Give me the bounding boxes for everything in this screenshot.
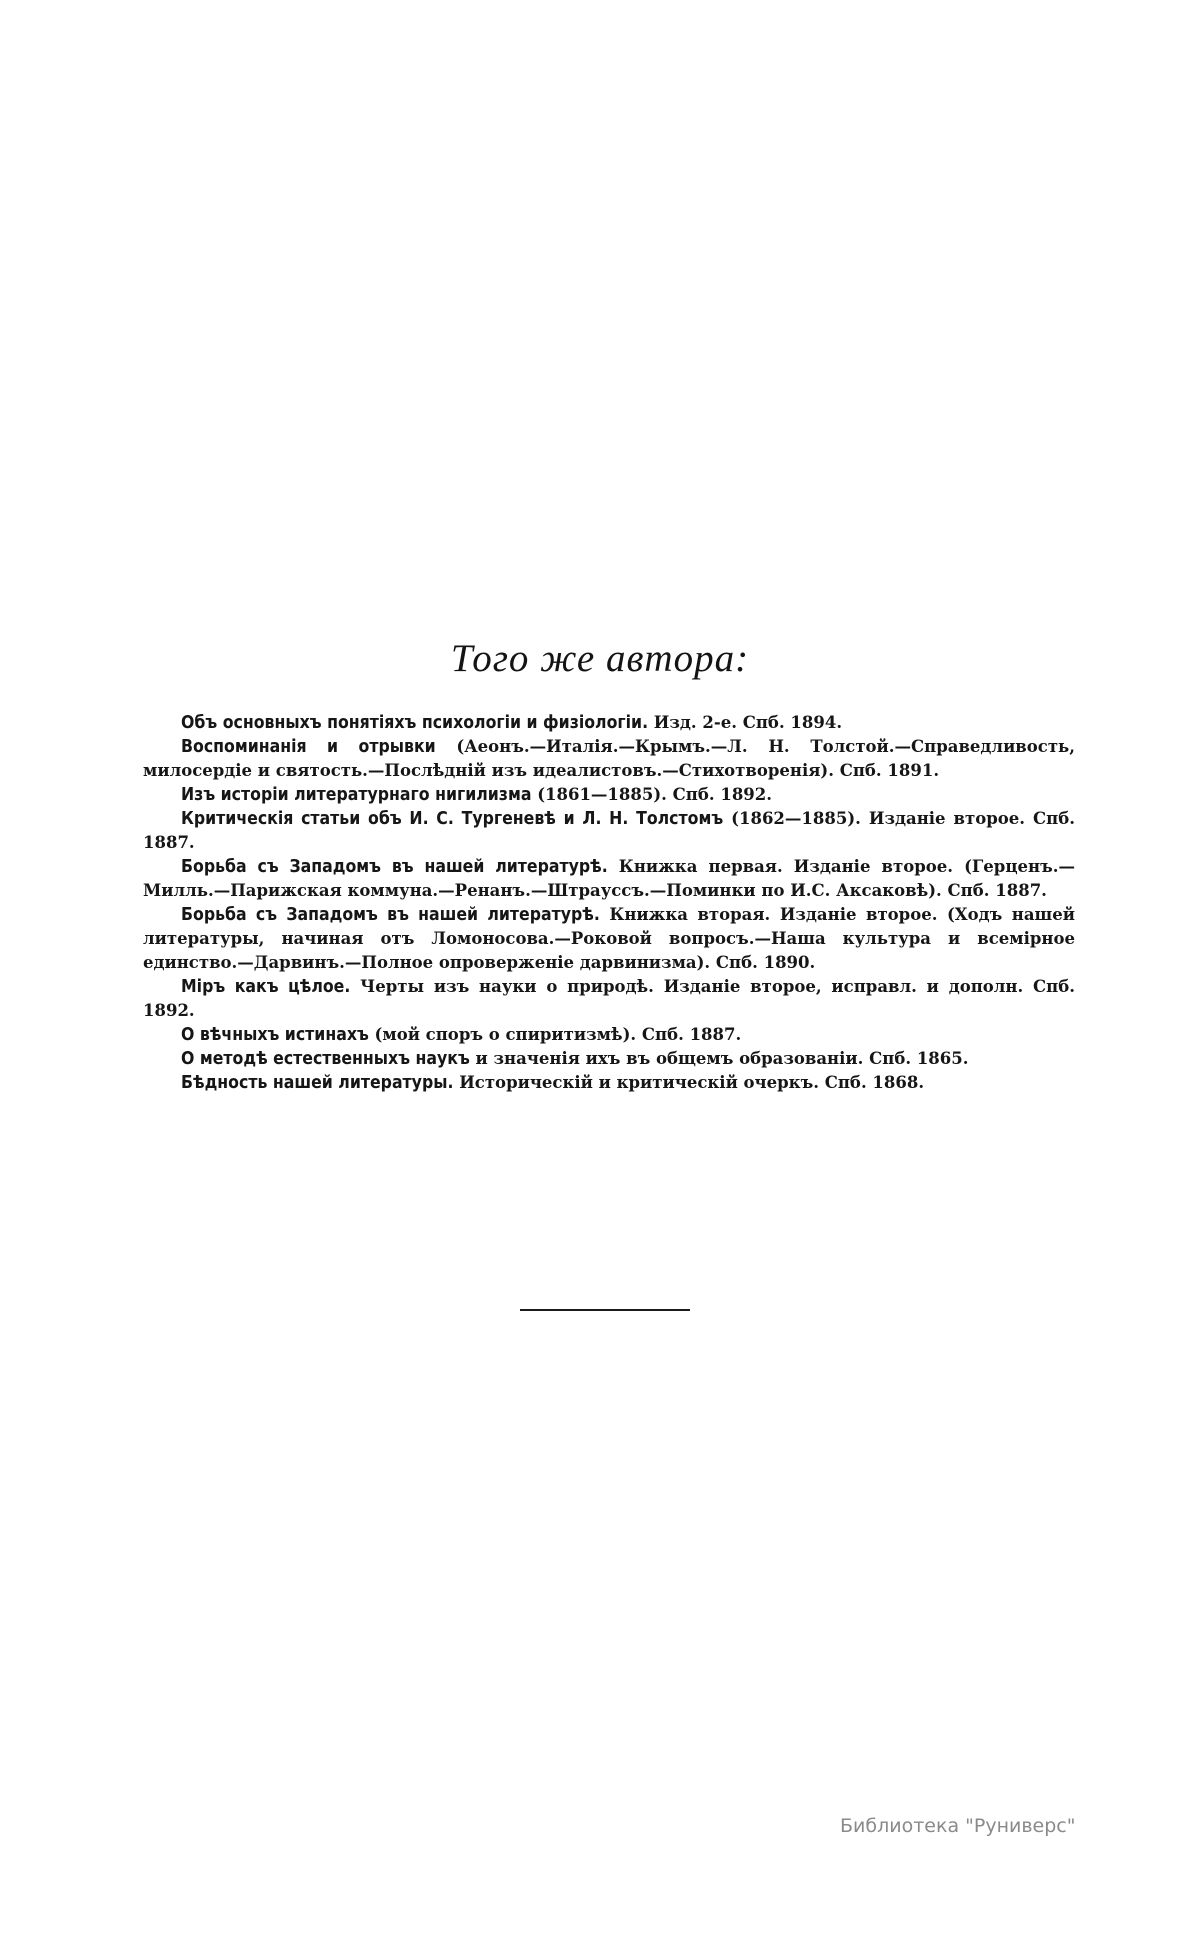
page-heading: Того же автора: — [450, 637, 750, 680]
work-details: (1862—1885). Изданіе второе. Спб. 1887. — [143, 809, 1075, 852]
work-details: Черты изъ науки о природѣ. Изданіе второе, исправл. и дополн. Спб. 1892. — [143, 977, 1075, 1020]
works-list — [143, 711, 1075, 1095]
work-title: Критическія статьи объ И. С. Тургеневѣ и Л. Н. Толстомъ — [181, 809, 724, 829]
work-title: О методѣ естественныхъ наукъ — [181, 1049, 470, 1069]
work-entry — [143, 1071, 1075, 1095]
work-details: Книжка первая. Изданіе второе. (Герценъ.—Милль.—Парижская коммуна.—Ренанъ.—Штрауссъ.—Поминки по И.С. Аксаковѣ). Спб. 1887. — [143, 857, 1075, 900]
work-details: Изд. 2-е. Спб. 1894. — [648, 713, 843, 732]
library-watermark: Библиотека "Руниверс" — [840, 1815, 1076, 1837]
work-details: (мой споръ о спиритизмѣ). Спб. 1887. — [368, 1025, 742, 1044]
work-title: Бѣдность нашей литературы. — [181, 1073, 454, 1093]
work-entry — [143, 783, 1075, 807]
work-title: Борьба съ Западомъ въ нашей литературѣ. — [181, 905, 600, 925]
work-title: Объ основныхъ понятіяхъ психологіи и физіологіи. — [181, 713, 649, 733]
work-title: Изъ исторіи литературнаго нигилизма — [181, 785, 532, 805]
work-entry — [143, 807, 1075, 855]
work-details: Книжка вторая. Изданіе второе. (Ходъ нашей литературы, начиная отъ Ломоносова.—Роковой вопросъ.—Наша культура и всемірное единство.—Дарвинъ.—Полное опроверженіе дарвинизма). Спб. 1890. — [143, 905, 1075, 972]
work-entry — [143, 735, 1075, 783]
work-entry — [143, 1047, 1075, 1071]
work-details: Историческій и критическій очеркъ. Спб. 1868. — [453, 1073, 925, 1092]
work-title: Міръ какъ цѣлое. — [181, 977, 351, 997]
work-entry — [143, 903, 1075, 975]
work-title: Борьба съ Западомъ въ нашей литературѣ. — [181, 857, 608, 877]
work-details: (Аеонъ.—Италія.—Крымъ.—Л. Н. Толстой.—Справедливость, милосердіе и святость.—Послѣдній изъ идеалистовъ.—Стихотворенія). Спб. 1891. — [143, 737, 1075, 780]
work-details: и значенія ихъ въ общемъ образованіи. Спб. 1865. — [469, 1049, 969, 1068]
work-entry — [143, 855, 1075, 903]
work-details: (1861—1885). Спб. 1892. — [531, 785, 773, 804]
work-title: О вѣчныхъ истинахъ — [181, 1025, 369, 1045]
work-entry — [143, 975, 1075, 1023]
section-divider — [520, 1309, 690, 1311]
work-title: Воспоминанія и отрывки — [181, 737, 436, 757]
work-entry — [143, 1023, 1075, 1047]
work-entry — [143, 711, 1075, 735]
